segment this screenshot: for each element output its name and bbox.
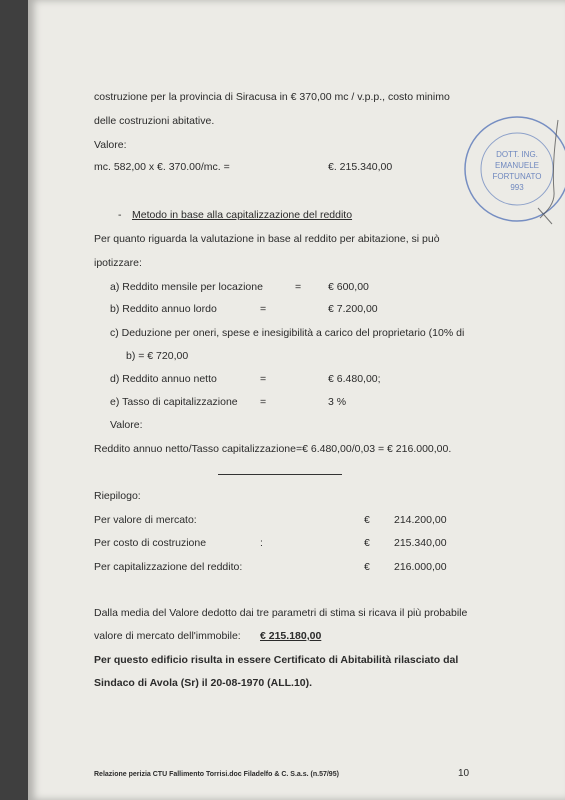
item-b-eq: = — [260, 303, 267, 315]
item-a-label: a) Reddito mensile per locazione — [110, 281, 263, 293]
engineer-seal-stamp — [460, 112, 565, 226]
seal-text-line: FORTUNATO — [492, 172, 542, 181]
summary-label: Per capitalizzazione del reddito: — [94, 561, 243, 573]
bullet: - — [118, 209, 122, 221]
text-line: Per quanto riguarda la valutazione in base al reddito per abitazione, si può — [94, 233, 440, 245]
text-line: costruzione per la provincia di Siracusa in € 370,00 mc / v.p.p., costo minimo — [94, 91, 450, 103]
seal-text-line: 993 — [510, 183, 524, 192]
summary-currency: € — [364, 537, 370, 549]
item-a-value: € 600,00 — [328, 281, 369, 293]
item-a-eq: = — [295, 281, 302, 293]
document-page — [28, 0, 565, 800]
text-line: ipotizzare: — [94, 257, 142, 269]
page-number: 10 — [458, 768, 470, 779]
item-e-value: 3 % — [328, 396, 347, 408]
formula-line: Reddito annuo netto/Tasso capitalizzazione=€ 6.480,00/0,03 = € 216.000,00. — [94, 443, 452, 455]
summary-label: Per valore di mercato: — [94, 514, 197, 526]
final-value: € 215.180,00 — [260, 630, 322, 642]
text-line: valore di mercato dell'immobile: — [94, 630, 241, 642]
text-line: Valore: — [110, 419, 143, 431]
item-b-label: b) Reddito annuo lordo — [110, 303, 217, 315]
summary-value: 215.340,00 — [394, 537, 447, 549]
item-c-label: c) Deduzione per oneri, spese e inesigibilità a carico del proprietario (10% di — [110, 327, 465, 339]
seal-text-line: DOTT. ING. — [496, 150, 538, 159]
summary-currency: € — [364, 514, 370, 526]
item-b-value: € 7.200,00 — [328, 303, 378, 315]
item-d-value: € 6.480,00; — [328, 373, 381, 385]
item-d-label: d) Reddito annuo netto — [110, 373, 217, 385]
summary-value: 214.200,00 — [394, 514, 447, 526]
seal-text-line: EMANUELE — [494, 161, 540, 170]
bold-statement: Sindaco di Avola (Sr) il 20-08-1970 (ALL.10). — [94, 677, 313, 689]
item-e-eq: = — [260, 396, 267, 408]
item-e-label: e) Tasso di capitalizzazione — [110, 396, 238, 408]
item-d-eq: = — [260, 373, 267, 385]
footer-text: Relazione perizia CTU Fallimento Torrisi.doc Filadelfo & C. S.a.s. (n.57/95) — [94, 771, 339, 778]
text-line: Valore: — [94, 139, 127, 151]
summary-currency: € — [364, 561, 370, 573]
calc-result: €. 215.340,00 — [328, 161, 393, 173]
item-c-continuation: b) = € 720,00 — [126, 350, 189, 362]
section-title: Metodo in base alla capitalizzazione del reddito — [132, 209, 353, 221]
summary-label: Per costo di costruzione — [94, 537, 207, 549]
bold-statement: Per questo edificio risulta in essere Certificato di Abitabilità rilasciato dal — [94, 654, 459, 666]
divider — [218, 474, 342, 475]
summary-value: 216.000,00 — [394, 561, 447, 573]
text-line: delle costruzioni abitative. — [94, 115, 215, 127]
summary-colon: : — [260, 537, 263, 549]
summary-title: Riepilogo: — [94, 490, 141, 502]
calc-line: mc. 582,00 x €. 370.00/mc. = — [94, 161, 230, 173]
text-line: Dalla media del Valore dedotto dai tre parametri di stima si ricava il più probabile — [94, 607, 468, 619]
